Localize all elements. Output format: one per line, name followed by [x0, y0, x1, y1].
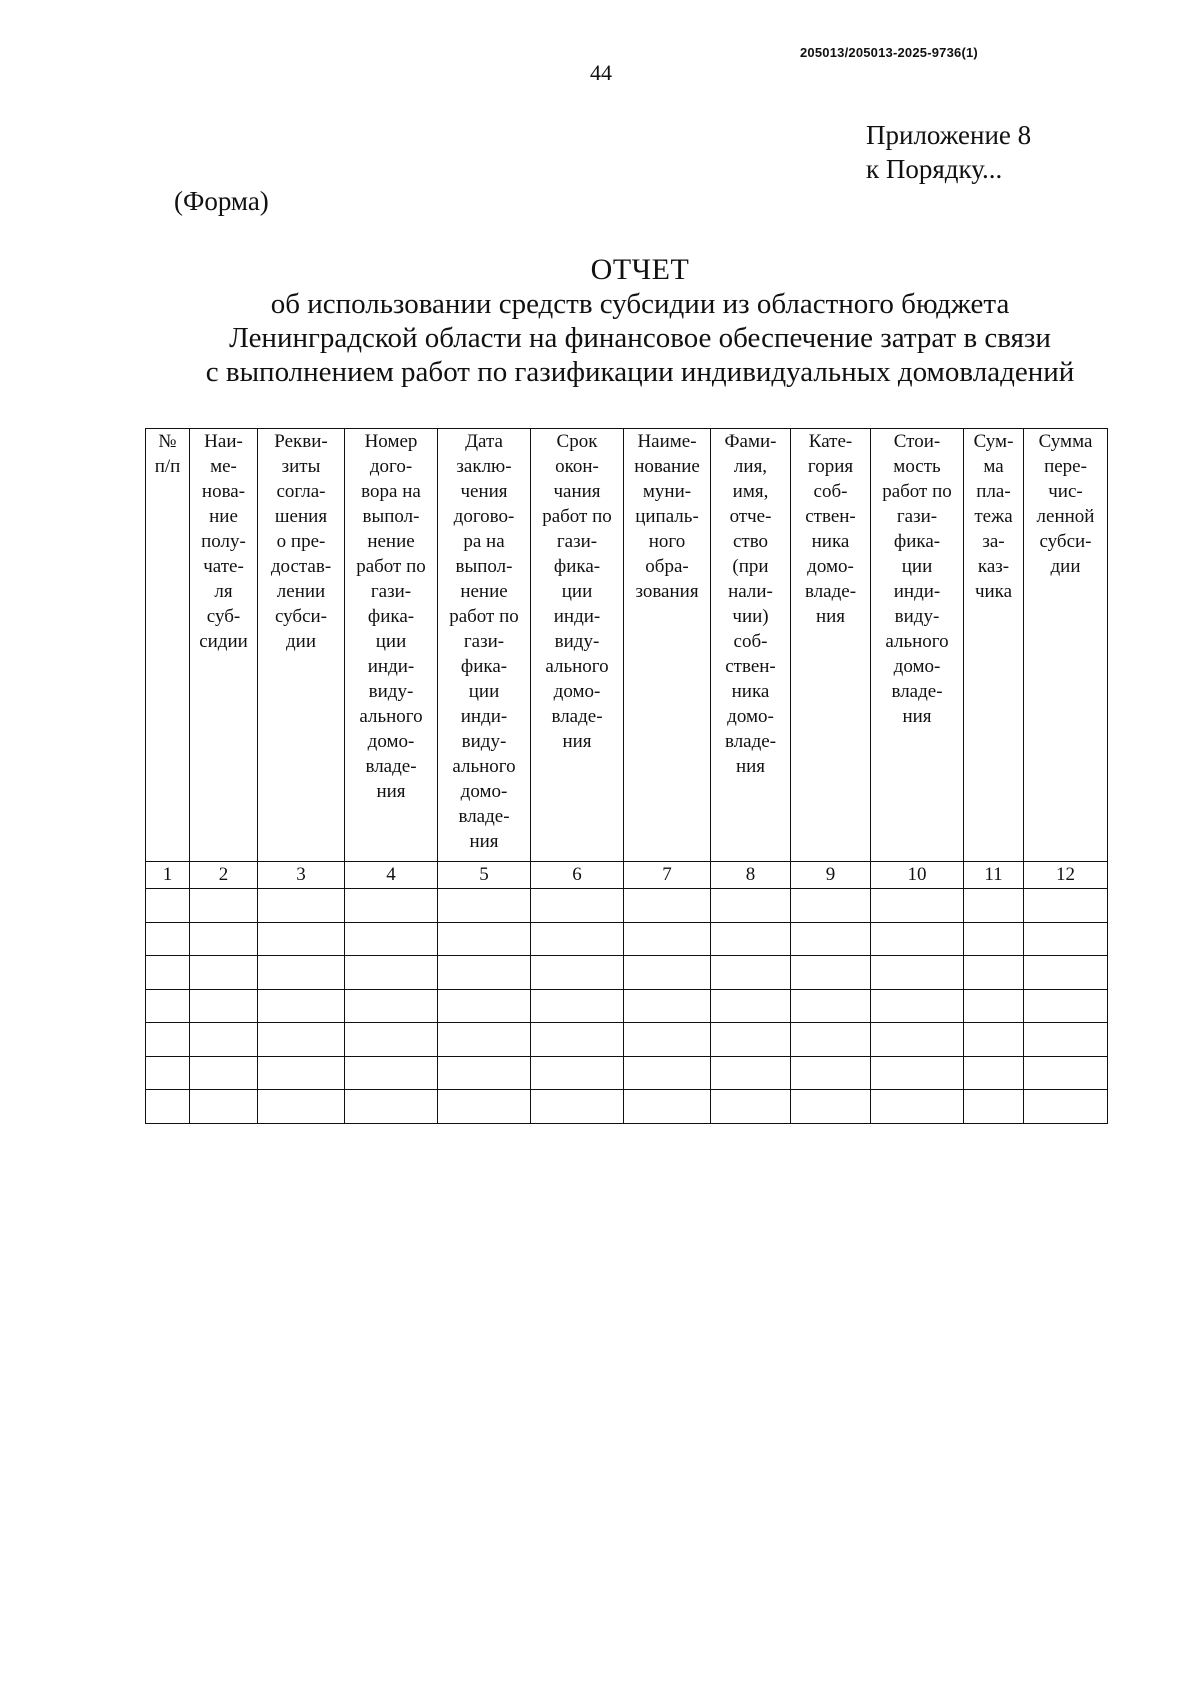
- table-cell: [791, 889, 871, 923]
- column-header-label: Кате- гория соб- ствен- ника домо- владе- ния: [804, 431, 857, 627]
- table-cell: [964, 889, 1024, 923]
- table-cell: [791, 1023, 871, 1057]
- table-cell: [258, 1056, 345, 1090]
- column-header-11: [964, 429, 1024, 862]
- table-cell: [146, 1090, 190, 1124]
- table-row: [146, 1056, 1108, 1090]
- column-header-label: Сум- ма пла- тежа за- каз- чика: [973, 431, 1014, 602]
- form-label: (Форма): [174, 186, 269, 216]
- table-cell: [438, 1090, 531, 1124]
- column-header-label: Наи- ме- нова- ние полу- чате- ля суб- сидии: [199, 431, 248, 652]
- column-header-label: Номер дого- вора на выпол- нение работ по гази- фика- ции инди- виду- ального домо- владе- ния: [356, 431, 426, 802]
- table-cell: [711, 1023, 791, 1057]
- table-cell: [345, 889, 438, 923]
- table-cell: [964, 989, 1024, 1023]
- column-number-cell: 12: [1024, 862, 1108, 889]
- table-cell: [146, 889, 190, 923]
- table-cell: [345, 922, 438, 956]
- table-cell: [964, 956, 1024, 990]
- table-cell: [964, 1023, 1024, 1057]
- table-cell: [190, 1090, 258, 1124]
- column-number-cell: 3: [258, 862, 345, 889]
- table-cell: [531, 889, 624, 923]
- table-cell: [711, 889, 791, 923]
- table-cell: [1024, 1023, 1108, 1057]
- table-cell: [190, 989, 258, 1023]
- column-header-4: [345, 429, 438, 862]
- column-number-cell: 8: [711, 862, 791, 889]
- table-cell: [711, 989, 791, 1023]
- document-id: 205013/205013-2025-9736(1): [800, 45, 978, 60]
- table-cell: [871, 989, 964, 1023]
- table-cell: [146, 922, 190, 956]
- report-table: [145, 428, 1108, 1124]
- table-cell: [531, 1056, 624, 1090]
- column-number-cell: 11: [964, 862, 1024, 889]
- report-title-line-3: с выполнением работ по газификации индивидуальных домовладений: [205, 356, 1075, 388]
- table-cell: [711, 1090, 791, 1124]
- column-header-label: Стои- мость работ по гази- фика- ции инди- виду- ального домо- владе- ния: [882, 431, 952, 727]
- table-cell: [190, 922, 258, 956]
- table-cell: [711, 956, 791, 990]
- table-cell: [438, 989, 531, 1023]
- table-cell: [345, 989, 438, 1023]
- table-cell: [871, 1056, 964, 1090]
- table-cell: [791, 956, 871, 990]
- table-cell: [438, 956, 531, 990]
- table-cell: [871, 889, 964, 923]
- table-cell: [624, 1023, 711, 1057]
- table-cell: [258, 922, 345, 956]
- column-number-row: [146, 862, 1108, 889]
- table-cell: [1024, 956, 1108, 990]
- table-cell: [531, 1023, 624, 1057]
- column-header-label: Наиме- нование муни- ципаль- ного обра- зования: [634, 431, 700, 602]
- table-cell: [871, 1023, 964, 1057]
- report-title-head: ОТЧЕТ: [590, 253, 690, 286]
- table-row: [146, 889, 1108, 923]
- table-cell: [258, 956, 345, 990]
- table-row: [146, 956, 1108, 990]
- table-cell: [964, 1056, 1024, 1090]
- column-number-cell: 9: [791, 862, 871, 889]
- table-cell: [964, 922, 1024, 956]
- table-cell: [258, 1023, 345, 1057]
- table-cell: [1024, 989, 1108, 1023]
- table-cell: [1024, 1056, 1108, 1090]
- table-cell: [624, 922, 711, 956]
- table-cell: [531, 1090, 624, 1124]
- column-number-cell: 7: [624, 862, 711, 889]
- table-cell: [624, 956, 711, 990]
- column-header-label: № п/п: [154, 431, 181, 477]
- table-cell: [345, 956, 438, 990]
- report-title: [150, 253, 1130, 389]
- column-number-cell: 2: [190, 862, 258, 889]
- column-number-cell: 4: [345, 862, 438, 889]
- column-header-2: [190, 429, 258, 862]
- column-header-label: Рекви- зиты согла- шения о пре- достав- лении субси- дии: [270, 431, 332, 652]
- table-cell: [1024, 889, 1108, 923]
- table-cell: [624, 1056, 711, 1090]
- table-cell: [791, 989, 871, 1023]
- table-cell: [438, 922, 531, 956]
- table-cell: [345, 1023, 438, 1057]
- table-cell: [964, 1090, 1024, 1124]
- table-cell: [146, 956, 190, 990]
- table-cell: [258, 1090, 345, 1124]
- column-header-label: Фами- лия, имя, отче- ство (при нали- чии) соб- ствен- ника домо- владе- ния: [724, 431, 777, 777]
- appendix-reference: [866, 118, 1031, 186]
- table-cell: [146, 1056, 190, 1090]
- report-title-line-1: об использовании средств субсидии из областного бюджета: [270, 288, 1010, 320]
- table-cell: [624, 989, 711, 1023]
- column-number-cell: 6: [531, 862, 624, 889]
- table-cell: [146, 1023, 190, 1057]
- report-title-line-2: Ленинградской области на финансовое обеспечение затрат в связи: [229, 322, 1051, 354]
- appendix-line-1: Приложение 8: [866, 120, 1032, 150]
- table-cell: [871, 922, 964, 956]
- table-cell: [258, 889, 345, 923]
- column-header-label: Сумма пере- чис- ленной субси- дии: [1036, 431, 1095, 577]
- table-cell: [624, 1090, 711, 1124]
- table-cell: [871, 1090, 964, 1124]
- table-cell: [1024, 922, 1108, 956]
- column-header-5: [438, 429, 531, 862]
- table-row: [146, 1090, 1108, 1124]
- table-cell: [791, 1056, 871, 1090]
- table-cell: [190, 1056, 258, 1090]
- column-header-3: [258, 429, 345, 862]
- column-header-8: [711, 429, 791, 862]
- table-cell: [190, 956, 258, 990]
- column-header-1: [146, 429, 190, 862]
- table-row: [146, 922, 1108, 956]
- page-number: 44: [590, 60, 612, 85]
- table-cell: [345, 1090, 438, 1124]
- column-number-cell: 5: [438, 862, 531, 889]
- table-cell: [871, 956, 964, 990]
- table-cell: [1024, 1090, 1108, 1124]
- table-cell: [791, 1090, 871, 1124]
- column-header-9: [791, 429, 871, 862]
- table-cell: [190, 1023, 258, 1057]
- column-header-6: [531, 429, 624, 862]
- column-header-10: [871, 429, 964, 862]
- column-header-label: Дата заклю- чения догово- ра на выпол- нение работ по гази- фика- ции инди- виду- ального домо- владе- ния: [449, 431, 519, 852]
- table-cell: [791, 922, 871, 956]
- table-cell: [711, 922, 791, 956]
- table-cell: [146, 989, 190, 1023]
- table-cell: [531, 989, 624, 1023]
- column-header-7: [624, 429, 711, 862]
- table-cell: [531, 956, 624, 990]
- table-cell: [438, 889, 531, 923]
- table-cell: [438, 1056, 531, 1090]
- table-cell: [624, 889, 711, 923]
- table-row: [146, 1023, 1108, 1057]
- table-cell: [438, 1023, 531, 1057]
- table-cell: [190, 889, 258, 923]
- table-row: [146, 989, 1108, 1023]
- appendix-line-2: к Порядку...: [866, 154, 1003, 184]
- column-header-12: [1024, 429, 1108, 862]
- table-cell: [258, 989, 345, 1023]
- table-cell: [531, 922, 624, 956]
- column-header-label: Срок окон- чания работ по гази- фика- ции инди- виду- ального домо- владе- ния: [542, 431, 612, 752]
- column-number-cell: 10: [871, 862, 964, 889]
- table-cell: [345, 1056, 438, 1090]
- column-number-cell: 1: [146, 862, 190, 889]
- table-header-row: [146, 429, 1108, 862]
- table-cell: [711, 1056, 791, 1090]
